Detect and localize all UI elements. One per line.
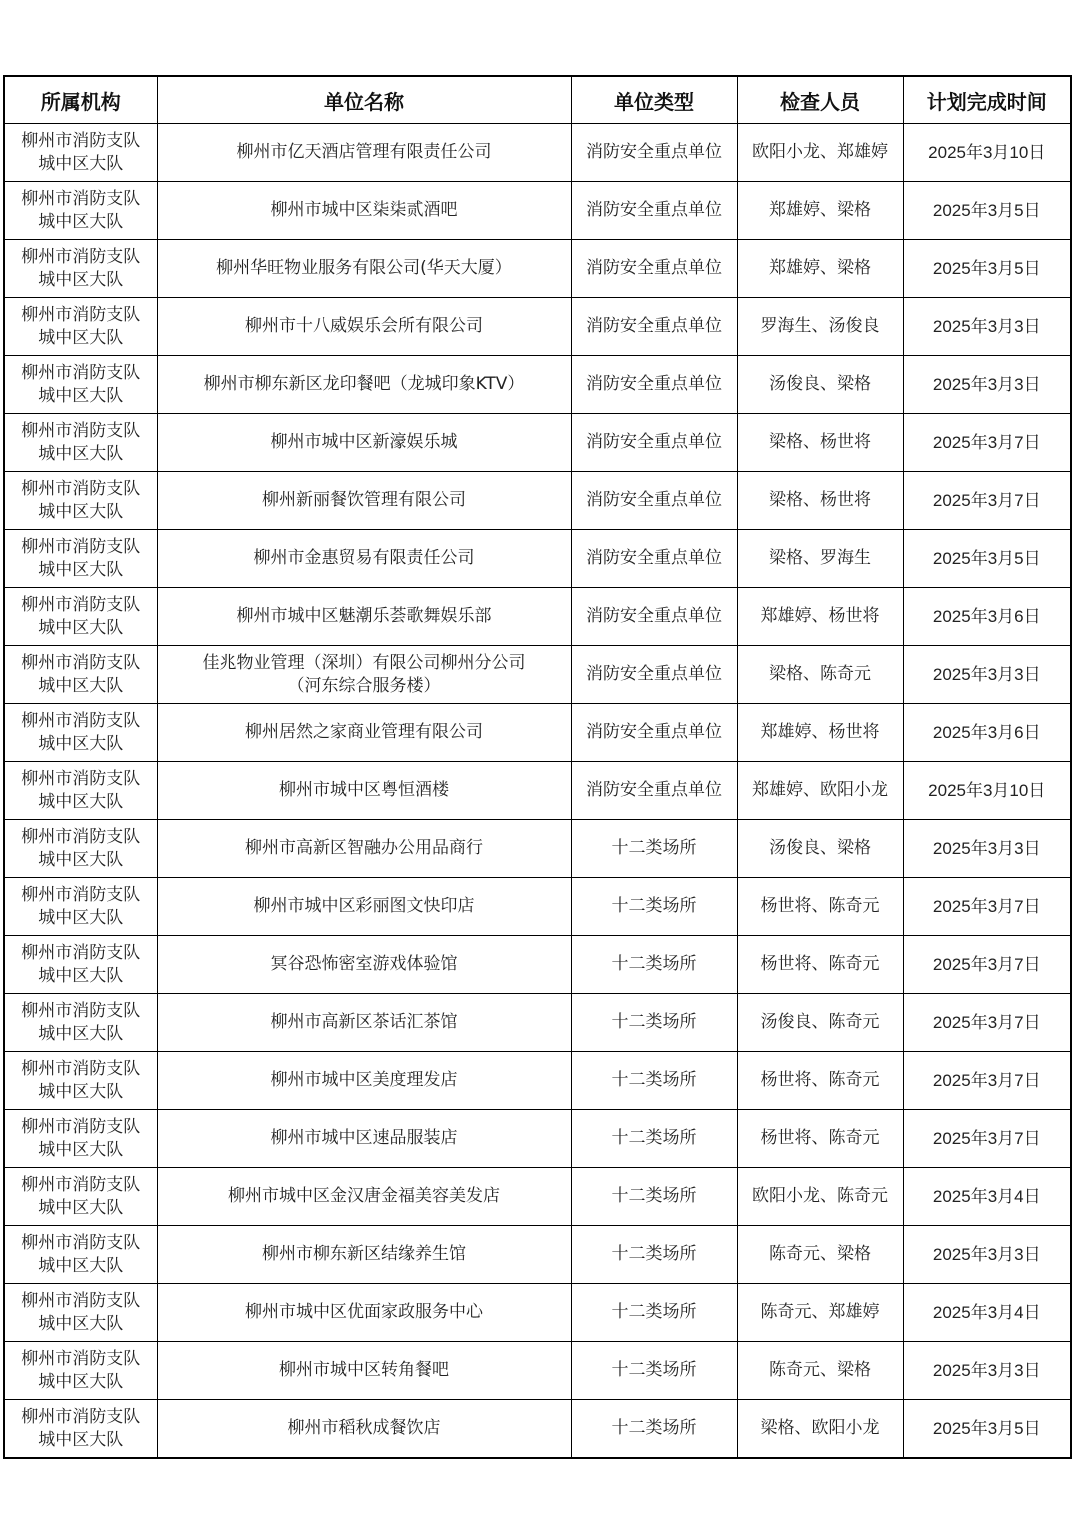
cell-planned-date: 2025年3月10日 bbox=[903, 124, 1071, 182]
cell-planned-date: 2025年3月6日 bbox=[903, 588, 1071, 646]
cell-planned-date: 2025年3月5日 bbox=[903, 182, 1071, 240]
cell-unit-name bbox=[157, 1226, 571, 1284]
cell-unit-type: 十二类场所 bbox=[571, 820, 737, 878]
cell-unit-type: 消防安全重点单位 bbox=[571, 356, 737, 414]
unit-name-line: 柳州华旺物业服务有限公司(华天大厦） bbox=[216, 258, 512, 278]
table-row bbox=[4, 472, 1071, 530]
organization-line: 柳州市消防支队 bbox=[21, 478, 141, 499]
organization-line: 城中区大队 bbox=[38, 559, 124, 580]
unit-name-line: 柳州市高新区智融办公用品商行 bbox=[245, 838, 483, 858]
unit-name-line: 柳州市十八威娱乐会所有限公司 bbox=[245, 316, 483, 336]
unit-name-line: 柳州市城中区新濠娱乐城 bbox=[270, 432, 458, 452]
organization-line: 柳州市消防支队 bbox=[21, 188, 141, 209]
cell-unit-type: 十二类场所 bbox=[571, 936, 737, 994]
cell-unit-name bbox=[157, 994, 571, 1052]
cell-planned-date: 2025年3月3日 bbox=[903, 1342, 1071, 1400]
cell-unit-name bbox=[157, 1168, 571, 1226]
cell-planned-date: 2025年3月4日 bbox=[903, 1284, 1071, 1342]
cell-planned-date: 2025年3月3日 bbox=[903, 646, 1071, 704]
organization-line: 柳州市消防支队 bbox=[21, 652, 141, 673]
cell-inspectors: 郑雄婷、杨世将 bbox=[737, 588, 903, 646]
inspection-schedule-table bbox=[3, 75, 1072, 1459]
cell-unit-type: 消防安全重点单位 bbox=[571, 414, 737, 472]
unit-name-line: （河东综合服务楼） bbox=[287, 675, 441, 696]
cell-planned-date: 2025年3月7日 bbox=[903, 472, 1071, 530]
unit-name-line: 柳州市城中区速品服装店 bbox=[270, 1128, 458, 1148]
cell-organization bbox=[4, 530, 157, 588]
cell-inspectors: 郑雄婷、梁格 bbox=[737, 240, 903, 298]
cell-unit-type: 十二类场所 bbox=[571, 1400, 737, 1459]
cell-unit-name bbox=[157, 298, 571, 356]
cell-organization bbox=[4, 414, 157, 472]
table-row bbox=[4, 704, 1071, 762]
unit-name-line: 柳州新丽餐饮管理有限公司 bbox=[262, 490, 466, 510]
table-row bbox=[4, 414, 1071, 472]
cell-unit-name bbox=[157, 414, 571, 472]
organization-line: 城中区大队 bbox=[38, 269, 124, 290]
unit-name-line: 佳兆物业管理（深圳）有限公司柳州分公司 bbox=[202, 652, 526, 673]
header-unit-name: 单位名称 bbox=[157, 76, 571, 124]
cell-planned-date: 2025年3月7日 bbox=[903, 878, 1071, 936]
organization-line: 城中区大队 bbox=[38, 501, 124, 522]
table-row bbox=[4, 1284, 1071, 1342]
cell-inspectors: 郑雄婷、梁格 bbox=[737, 182, 903, 240]
cell-inspectors: 罗海生、汤俊良 bbox=[737, 298, 903, 356]
organization-line: 城中区大队 bbox=[38, 1313, 124, 1334]
cell-unit-name bbox=[157, 182, 571, 240]
cell-planned-date: 2025年3月7日 bbox=[903, 936, 1071, 994]
cell-inspectors: 陈奇元、郑雄婷 bbox=[737, 1284, 903, 1342]
table-row bbox=[4, 298, 1071, 356]
cell-planned-date: 2025年3月7日 bbox=[903, 1052, 1071, 1110]
organization-line: 柳州市消防支队 bbox=[21, 1406, 141, 1427]
cell-organization bbox=[4, 1052, 157, 1110]
organization-line: 城中区大队 bbox=[38, 385, 124, 406]
cell-planned-date: 2025年3月5日 bbox=[903, 240, 1071, 298]
cell-unit-name bbox=[157, 240, 571, 298]
cell-organization bbox=[4, 588, 157, 646]
organization-line: 柳州市消防支队 bbox=[21, 942, 141, 963]
unit-name-line: 柳州市城中区优面家政服务中心 bbox=[245, 1302, 483, 1322]
cell-unit-name bbox=[157, 472, 571, 530]
cell-unit-type: 消防安全重点单位 bbox=[571, 124, 737, 182]
organization-line: 城中区大队 bbox=[38, 907, 124, 928]
cell-inspectors: 梁格、欧阳小龙 bbox=[737, 1400, 903, 1459]
header-row bbox=[4, 76, 1071, 124]
unit-name-line: 柳州市亿天酒店管理有限责任公司 bbox=[236, 142, 492, 162]
table-row bbox=[4, 1226, 1071, 1284]
cell-unit-type: 十二类场所 bbox=[571, 1226, 737, 1284]
cell-planned-date: 2025年3月4日 bbox=[903, 1168, 1071, 1226]
organization-line: 城中区大队 bbox=[38, 1023, 124, 1044]
cell-unit-type: 消防安全重点单位 bbox=[571, 530, 737, 588]
cell-unit-name bbox=[157, 704, 571, 762]
table-body bbox=[4, 124, 1071, 1459]
table-row bbox=[4, 646, 1071, 704]
unit-name-line: 柳州市柳东新区龙印餐吧（龙城印象KTV） bbox=[203, 374, 525, 394]
cell-organization bbox=[4, 646, 157, 704]
table-row bbox=[4, 124, 1071, 182]
organization-line: 柳州市消防支队 bbox=[21, 1348, 141, 1369]
cell-planned-date: 2025年3月10日 bbox=[903, 762, 1071, 820]
unit-name-line: 柳州市城中区柒柒贰酒吧 bbox=[270, 200, 458, 220]
table-row bbox=[4, 240, 1071, 298]
cell-unit-type: 消防安全重点单位 bbox=[571, 704, 737, 762]
table-header bbox=[4, 76, 1071, 124]
organization-line: 城中区大队 bbox=[38, 211, 124, 232]
cell-unit-type: 十二类场所 bbox=[571, 1110, 737, 1168]
cell-unit-type: 消防安全重点单位 bbox=[571, 472, 737, 530]
cell-inspectors: 欧阳小龙、郑雄婷 bbox=[737, 124, 903, 182]
cell-organization bbox=[4, 762, 157, 820]
organization-line: 城中区大队 bbox=[38, 733, 124, 754]
table-row bbox=[4, 936, 1071, 994]
cell-inspectors: 郑雄婷、杨世将 bbox=[737, 704, 903, 762]
header-inspectors: 检查人员 bbox=[737, 76, 903, 124]
cell-unit-name bbox=[157, 1342, 571, 1400]
table-row bbox=[4, 1052, 1071, 1110]
cell-unit-name bbox=[157, 1110, 571, 1168]
organization-line: 柳州市消防支队 bbox=[21, 246, 141, 267]
cell-planned-date: 2025年3月7日 bbox=[903, 994, 1071, 1052]
cell-planned-date: 2025年3月3日 bbox=[903, 356, 1071, 414]
unit-name-line: 柳州市城中区转角餐吧 bbox=[279, 1360, 449, 1380]
unit-name-line: 柳州市金惠贸易有限责任公司 bbox=[253, 548, 475, 568]
cell-unit-name bbox=[157, 820, 571, 878]
cell-planned-date: 2025年3月5日 bbox=[903, 1400, 1071, 1459]
cell-organization bbox=[4, 1284, 157, 1342]
table-row bbox=[4, 762, 1071, 820]
cell-unit-type: 消防安全重点单位 bbox=[571, 298, 737, 356]
organization-line: 城中区大队 bbox=[38, 791, 124, 812]
organization-line: 柳州市消防支队 bbox=[21, 1174, 141, 1195]
cell-unit-name bbox=[157, 530, 571, 588]
organization-line: 柳州市消防支队 bbox=[21, 1058, 141, 1079]
cell-unit-name bbox=[157, 1400, 571, 1459]
table-row bbox=[4, 1342, 1071, 1400]
organization-line: 柳州市消防支队 bbox=[21, 768, 141, 789]
cell-organization bbox=[4, 1400, 157, 1459]
organization-line: 城中区大队 bbox=[38, 849, 124, 870]
cell-planned-date: 2025年3月3日 bbox=[903, 298, 1071, 356]
cell-organization bbox=[4, 356, 157, 414]
unit-name-line: 柳州市城中区彩丽图文快印店 bbox=[253, 896, 475, 916]
cell-inspectors: 汤俊良、陈奇元 bbox=[737, 994, 903, 1052]
organization-line: 柳州市消防支队 bbox=[21, 420, 141, 441]
cell-organization bbox=[4, 1342, 157, 1400]
unit-name-line: 柳州市城中区粤恒酒楼 bbox=[279, 780, 449, 800]
table-row bbox=[4, 588, 1071, 646]
cell-planned-date: 2025年3月3日 bbox=[903, 820, 1071, 878]
cell-unit-type: 消防安全重点单位 bbox=[571, 646, 737, 704]
cell-unit-name bbox=[157, 878, 571, 936]
cell-inspectors: 汤俊良、梁格 bbox=[737, 356, 903, 414]
table-row bbox=[4, 994, 1071, 1052]
cell-organization bbox=[4, 878, 157, 936]
cell-unit-type: 十二类场所 bbox=[571, 994, 737, 1052]
table-row bbox=[4, 1168, 1071, 1226]
cell-planned-date: 2025年3月6日 bbox=[903, 704, 1071, 762]
organization-line: 柳州市消防支队 bbox=[21, 710, 141, 731]
cell-unit-type: 十二类场所 bbox=[571, 1052, 737, 1110]
cell-organization bbox=[4, 936, 157, 994]
cell-inspectors: 杨世将、陈奇元 bbox=[737, 1052, 903, 1110]
cell-inspectors: 郑雄婷、欧阳小龙 bbox=[737, 762, 903, 820]
header-planned-date: 计划完成时间 bbox=[903, 76, 1071, 124]
organization-line: 城中区大队 bbox=[38, 1371, 124, 1392]
organization-line: 柳州市消防支队 bbox=[21, 1290, 141, 1311]
header-organization: 所属机构 bbox=[4, 76, 157, 124]
organization-line: 柳州市消防支队 bbox=[21, 536, 141, 557]
organization-line: 柳州市消防支队 bbox=[21, 1232, 141, 1253]
cell-inspectors: 杨世将、陈奇元 bbox=[737, 878, 903, 936]
organization-line: 柳州市消防支队 bbox=[21, 130, 141, 151]
cell-organization bbox=[4, 124, 157, 182]
organization-line: 柳州市消防支队 bbox=[21, 594, 141, 615]
cell-organization bbox=[4, 820, 157, 878]
cell-planned-date: 2025年3月3日 bbox=[903, 1226, 1071, 1284]
cell-unit-type: 消防安全重点单位 bbox=[571, 240, 737, 298]
unit-name-line: 柳州市高新区茶话汇茶馆 bbox=[270, 1012, 458, 1032]
cell-unit-name bbox=[157, 588, 571, 646]
organization-line: 柳州市消防支队 bbox=[21, 1000, 141, 1021]
cell-unit-name bbox=[157, 646, 571, 704]
table-row bbox=[4, 530, 1071, 588]
table-row bbox=[4, 182, 1071, 240]
cell-organization bbox=[4, 704, 157, 762]
cell-organization bbox=[4, 994, 157, 1052]
cell-unit-type: 十二类场所 bbox=[571, 1284, 737, 1342]
organization-line: 城中区大队 bbox=[38, 443, 124, 464]
cell-unit-name bbox=[157, 936, 571, 994]
cell-unit-type: 十二类场所 bbox=[571, 878, 737, 936]
organization-line: 城中区大队 bbox=[38, 1429, 124, 1450]
cell-organization bbox=[4, 1110, 157, 1168]
cell-unit-name bbox=[157, 762, 571, 820]
cell-inspectors: 杨世将、陈奇元 bbox=[737, 936, 903, 994]
unit-name-line: 柳州居然之家商业管理有限公司 bbox=[245, 722, 483, 742]
organization-line: 柳州市消防支队 bbox=[21, 362, 141, 383]
cell-organization bbox=[4, 182, 157, 240]
unit-name-line: 柳州市稻秋成餐饮店 bbox=[287, 1418, 441, 1438]
cell-unit-name bbox=[157, 1052, 571, 1110]
unit-name-line: 冥谷恐怖密室游戏体验馆 bbox=[270, 954, 458, 974]
cell-unit-type: 消防安全重点单位 bbox=[571, 588, 737, 646]
table-row bbox=[4, 820, 1071, 878]
cell-unit-type: 十二类场所 bbox=[571, 1342, 737, 1400]
unit-name-line: 柳州市城中区金汉唐金福美容美发店 bbox=[228, 1186, 500, 1206]
cell-planned-date: 2025年3月7日 bbox=[903, 1110, 1071, 1168]
organization-line: 城中区大队 bbox=[38, 1081, 124, 1102]
cell-inspectors: 梁格、杨世将 bbox=[737, 414, 903, 472]
header-unit-type: 单位类型 bbox=[571, 76, 737, 124]
organization-line: 柳州市消防支队 bbox=[21, 304, 141, 325]
unit-name-line: 柳州市城中区美度理发店 bbox=[270, 1070, 458, 1090]
cell-organization bbox=[4, 298, 157, 356]
organization-line: 柳州市消防支队 bbox=[21, 884, 141, 905]
organization-line: 城中区大队 bbox=[38, 1255, 124, 1276]
cell-inspectors: 陈奇元、梁格 bbox=[737, 1226, 903, 1284]
cell-unit-name bbox=[157, 1284, 571, 1342]
table-row bbox=[4, 878, 1071, 936]
organization-line: 城中区大队 bbox=[38, 1139, 124, 1160]
cell-unit-type: 十二类场所 bbox=[571, 1168, 737, 1226]
cell-inspectors: 梁格、杨世将 bbox=[737, 472, 903, 530]
table-row bbox=[4, 1400, 1071, 1459]
unit-name-line: 柳州市柳东新区结缘养生馆 bbox=[262, 1244, 466, 1264]
organization-line: 城中区大队 bbox=[38, 1197, 124, 1218]
cell-inspectors: 杨世将、陈奇元 bbox=[737, 1110, 903, 1168]
cell-unit-type: 消防安全重点单位 bbox=[571, 182, 737, 240]
cell-unit-name bbox=[157, 356, 571, 414]
organization-line: 城中区大队 bbox=[38, 675, 124, 696]
cell-organization bbox=[4, 472, 157, 530]
cell-organization bbox=[4, 1168, 157, 1226]
organization-line: 城中区大队 bbox=[38, 153, 124, 174]
cell-inspectors: 陈奇元、梁格 bbox=[737, 1342, 903, 1400]
organization-line: 城中区大队 bbox=[38, 327, 124, 348]
organization-line: 城中区大队 bbox=[38, 617, 124, 638]
cell-organization bbox=[4, 1226, 157, 1284]
unit-name-line: 柳州市城中区魅潮乐荟歌舞娱乐部 bbox=[236, 606, 492, 626]
cell-planned-date: 2025年3月5日 bbox=[903, 530, 1071, 588]
cell-inspectors: 梁格、罗海生 bbox=[737, 530, 903, 588]
organization-line: 城中区大队 bbox=[38, 965, 124, 986]
organization-line: 柳州市消防支队 bbox=[21, 1116, 141, 1137]
cell-planned-date: 2025年3月7日 bbox=[903, 414, 1071, 472]
cell-inspectors: 汤俊良、梁格 bbox=[737, 820, 903, 878]
table-row bbox=[4, 1110, 1071, 1168]
organization-line: 柳州市消防支队 bbox=[21, 826, 141, 847]
cell-inspectors: 梁格、陈奇元 bbox=[737, 646, 903, 704]
cell-unit-name bbox=[157, 124, 571, 182]
cell-unit-type: 消防安全重点单位 bbox=[571, 762, 737, 820]
cell-inspectors: 欧阳小龙、陈奇元 bbox=[737, 1168, 903, 1226]
table-row bbox=[4, 356, 1071, 414]
cell-organization bbox=[4, 240, 157, 298]
